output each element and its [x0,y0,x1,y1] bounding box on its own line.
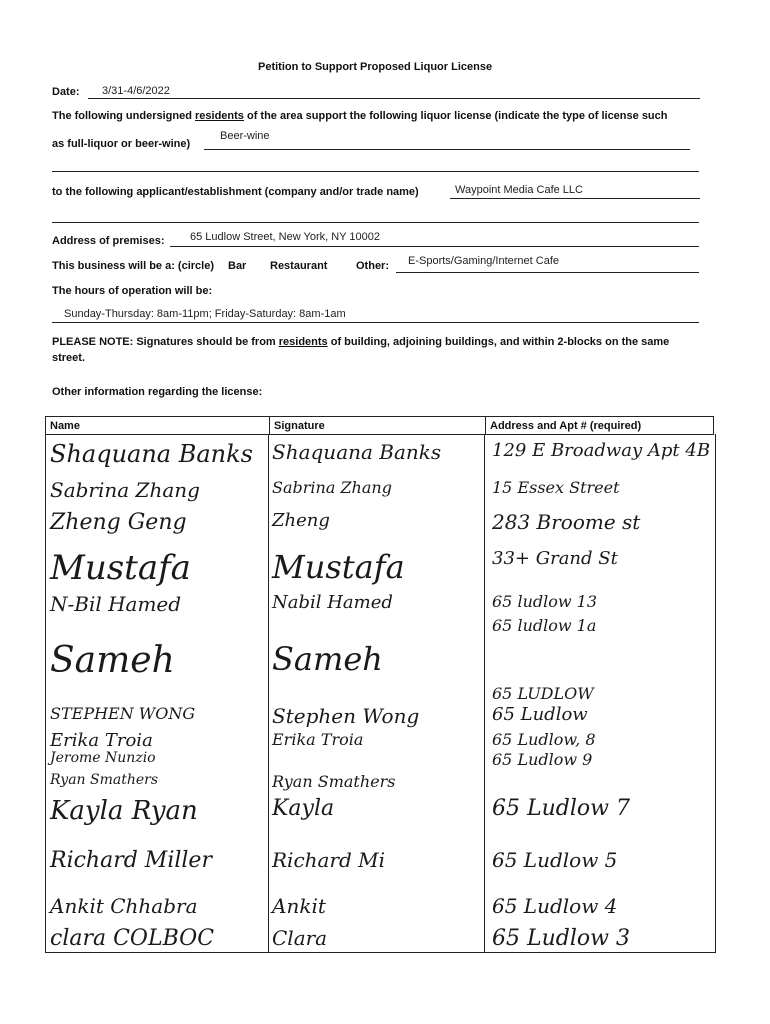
business-other-value: E-Sports/Gaming/Internet Cafe [408,255,560,267]
note-line2: street. [52,352,86,364]
header-address: Address and Apt # (required) [486,417,714,435]
header-signature: Signature [270,417,486,435]
date-value: 3/31-4/6/2022 [102,85,170,97]
row-name: clara COLBOC [50,926,215,951]
business-other-label: Other: [356,260,389,272]
row-name: Sameh [50,640,175,681]
row-signature: Richard Mi [272,848,386,872]
date-label: Date: [52,86,80,98]
hours-underline [52,322,699,323]
intro-line2: as full-liquor or beer-wine) [52,138,191,150]
row-address: 65 LUDLOW [492,684,594,703]
column-divider [484,434,485,952]
business-other-underline [396,272,699,273]
row-address: 65 Ludlow 7 [492,796,630,821]
row-name: Sabrina Zhang [50,478,200,502]
row-name: Mustafa [50,548,191,588]
applicant-value: Waypoint Media Cafe LLC [455,184,583,196]
applicant-label: to the following applicant/establishment (company and/or trade name) [52,186,419,198]
row-name: Zheng Geng [50,510,187,535]
row-address: 65 Ludlow 4 [492,894,618,918]
row-address: 65 Ludlow 3 [492,926,630,951]
row-name: Ankit Chhabra [50,894,198,918]
row-signature: Ankit [272,894,326,918]
row-address: 15 Essex Street [492,478,620,497]
row-address: 65 Ludlow [492,704,588,725]
row-signature: Zheng [272,510,330,531]
row-signature: Erika Troia [272,730,364,749]
business-option-restaurant: Restaurant [270,260,328,272]
row-name: Jerome Nunzio [50,750,156,766]
license-type-value: Beer-wine [220,130,270,142]
row-address: 283 Broome st [492,510,641,534]
row-signature: Sameh [272,640,383,678]
address-label: Address of premises: [52,235,165,247]
row-address: 65 ludlow 13 [492,592,597,611]
signature-table-header [45,416,714,435]
business-label: This business will be a: (circle) [52,260,214,272]
row-name: Richard Miller [50,848,212,873]
row-signature: Stephen Wong [272,704,420,728]
row-address: 65 Ludlow 9 [492,750,593,769]
hours-value: Sunday-Thursday: 8am-11pm; Friday-Saturday: 8am-1am [64,308,346,320]
row-signature: Kayla [272,796,335,821]
applicant-underline [450,198,700,199]
other-info-label: Other information regarding the license: [52,386,263,398]
row-name: Kayla Ryan [50,796,198,826]
note-text: PLEASE NOTE: Signatures should be from residents of building, adjoining buildings, and within 2-blocks on the same [52,336,670,348]
license-type-underline [204,149,690,150]
row-address: 65 Ludlow, 8 [492,730,596,749]
row-address: 33+ Grand St [492,548,618,569]
row-name: Shaquana Banks [50,440,253,468]
row-name: Erika Troia [50,730,153,751]
column-divider [268,434,269,952]
applicant-blank-line [52,222,699,223]
hours-label: The hours of operation will be: [52,285,213,297]
address-underline [170,246,699,247]
date-underline [88,98,700,99]
license-blank-line [52,171,699,172]
row-name: STEPHEN WONG [50,704,196,723]
page-title: Petition to Support Proposed Liquor License [258,61,493,73]
row-signature: Clara [272,926,328,950]
row-signature: Shaquana Banks [272,440,442,464]
row-address: 65 ludlow 1a [492,616,597,635]
business-option-bar: Bar [228,260,247,272]
row-address: 65 Ludlow 5 [492,848,618,872]
row-signature: Mustafa [272,548,405,586]
header-name: Name [46,417,270,435]
row-signature: Ryan Smathers [272,772,396,791]
row-name: N-Bil Hamed [50,592,182,616]
intro-text: The following undersigned residents of the area support the following liquor license (indicate the type of license such [52,110,668,122]
address-value: 65 Ludlow Street, New York, NY 10002 [190,231,380,243]
row-address: 129 E Broadway Apt 4B [492,440,711,461]
row-signature: Sabrina Zhang [272,478,392,497]
row-name: Ryan Smathers [50,772,159,788]
row-signature: Nabil Hamed [272,592,393,613]
